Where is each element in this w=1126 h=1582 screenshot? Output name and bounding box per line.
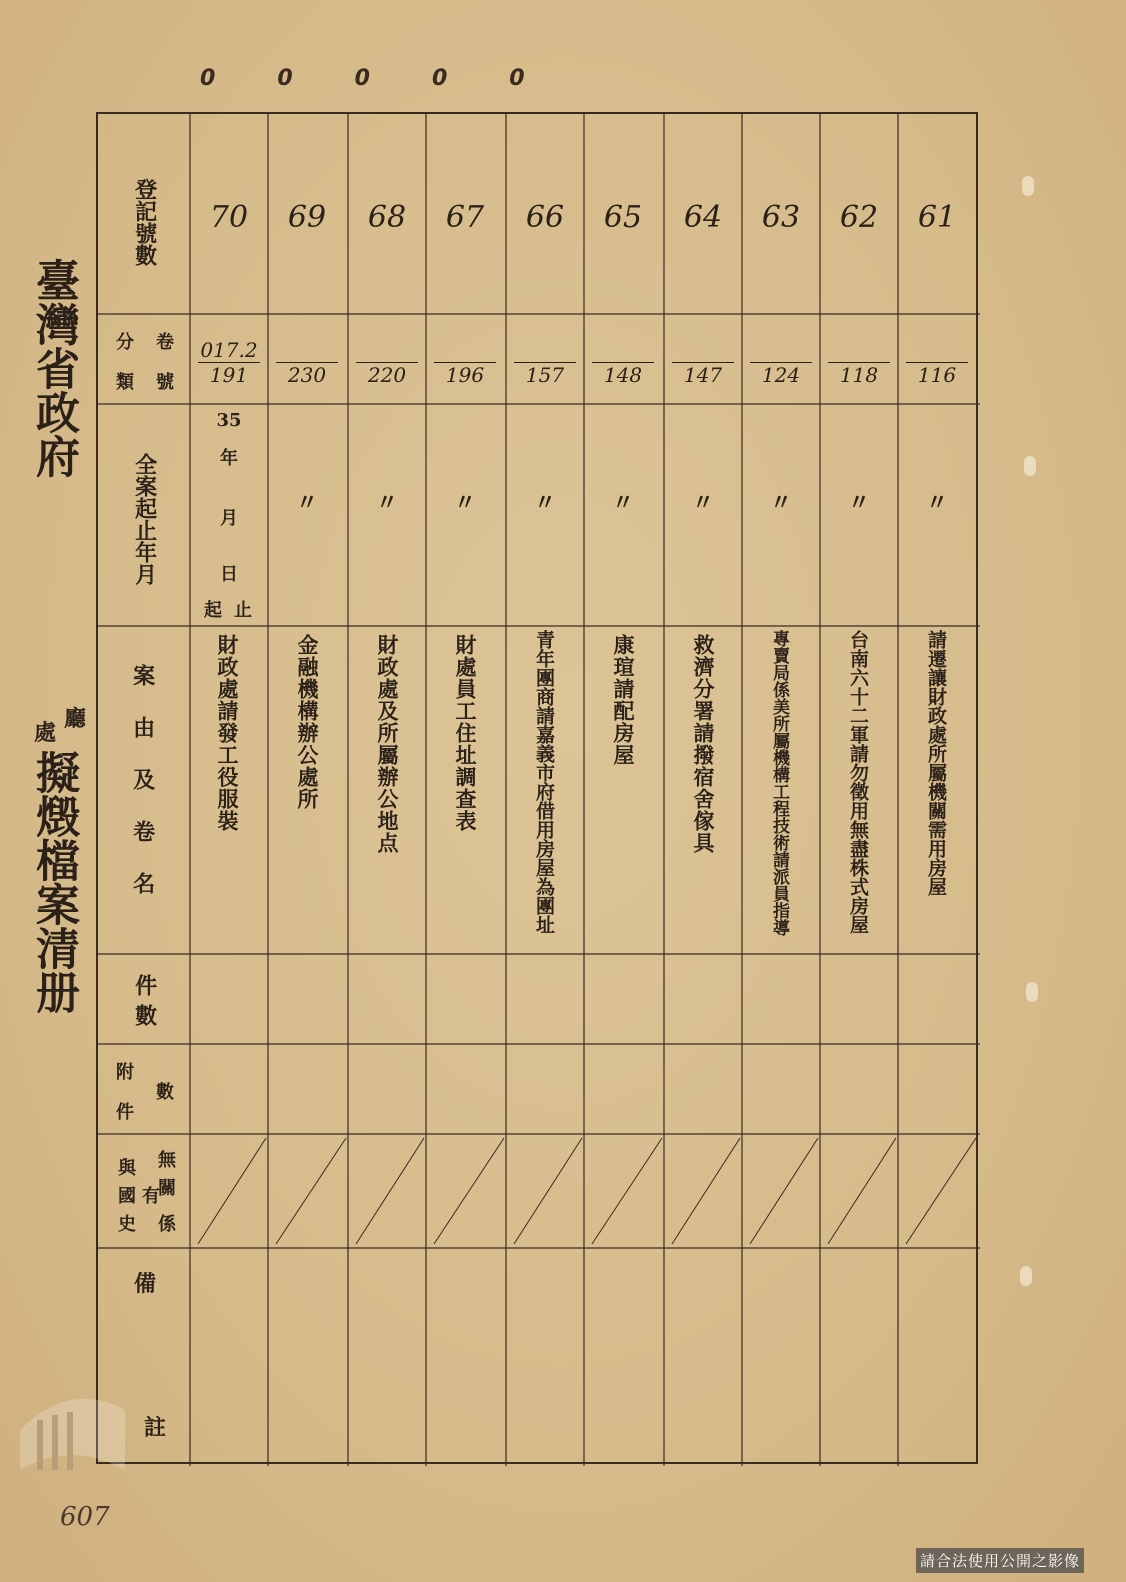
- header-count: 件數: [131, 974, 158, 1034]
- serial-digit: 0: [277, 65, 293, 91]
- serial-digit: 0: [431, 65, 448, 91]
- case-subject: 請遷讓財政處所屬機關需用房屋: [925, 630, 947, 896]
- period-month-char: 月: [220, 508, 238, 529]
- volume-code: 147: [683, 363, 723, 387]
- header-volume-b: 號: [156, 372, 174, 393]
- volume-code: 196: [445, 363, 485, 387]
- period-end-char: 止: [234, 600, 252, 621]
- case-subject: 金融機構辦公處所: [295, 634, 320, 810]
- volume-code: 220: [367, 363, 407, 387]
- reg-number: 67: [445, 200, 485, 235]
- serial-digit: 0: [509, 65, 525, 91]
- period-ditto: 〃: [611, 490, 634, 516]
- period-day-char: 日: [220, 564, 238, 585]
- case-subject: 財政處請發工役服裝: [215, 634, 240, 832]
- volume-code: 157: [525, 363, 565, 387]
- class-volume-number: [584, 362, 662, 387]
- government-title: 臺灣省政府: [28, 258, 79, 478]
- header-hist-g: 史: [118, 1214, 136, 1235]
- class-volume-number: [664, 362, 742, 387]
- period-year-char: 年: [220, 448, 238, 469]
- class-volume-number: [426, 362, 504, 387]
- dept-char-ting: 廳: [64, 706, 87, 732]
- period-ditto: 〃: [847, 490, 870, 516]
- header-class-a: 分: [116, 332, 134, 353]
- header-class-b: 類: [116, 372, 134, 393]
- period-ditto: 〃: [925, 490, 948, 516]
- reg-number: 68: [367, 200, 407, 235]
- class-volume-number: [348, 362, 426, 387]
- reg-number: 65: [603, 200, 643, 235]
- header-remark-b: 註: [144, 1415, 167, 1441]
- reg-number: 62: [839, 200, 879, 235]
- page-number: 607: [60, 1502, 110, 1532]
- header-attach-b: 件: [116, 1102, 134, 1123]
- case-subject: 專賣局係美所屬機構工程技術請派員指導: [769, 630, 789, 936]
- period-start-char: 起: [204, 600, 222, 621]
- header-hist-b: 關: [158, 1178, 176, 1199]
- case-subject: 救濟分署請撥宿舍傢具: [691, 634, 716, 854]
- case-subject: 青年團商請嘉義市府借用房屋為團址: [533, 630, 555, 934]
- volume-code: 230: [287, 363, 327, 387]
- volume-code: 124: [761, 363, 801, 387]
- header-hist-a: 無: [158, 1150, 176, 1171]
- class-volume-number: [820, 362, 898, 387]
- case-subject: 康瑄請配房屋: [611, 634, 636, 766]
- volume-code: 148: [603, 363, 643, 387]
- class-volume-number: [268, 362, 346, 387]
- case-subject: 台南六十二軍請勿徵用無盡株式房屋: [847, 630, 869, 934]
- header-remark-a: 備: [134, 1271, 157, 1297]
- class-volume-number: [190, 338, 268, 387]
- department-label: [20, 692, 86, 752]
- class-volume-number: [742, 362, 820, 387]
- period-ditto: 〃: [453, 490, 476, 516]
- binding-hole: [1026, 982, 1038, 1002]
- case-subject: 財處員工住址調查表: [453, 634, 478, 832]
- binding-hole: [1022, 176, 1034, 196]
- header-subject: 案由及卷名: [129, 664, 156, 924]
- header-period: 全案起止年月: [131, 453, 158, 585]
- case-subject: 財政處及所屬辦公地点: [375, 634, 400, 854]
- archive-watermark-logo: [10, 1370, 130, 1480]
- register-title: 擬燬檔案清册: [28, 750, 79, 1014]
- serial-digit: 0: [200, 65, 216, 91]
- serial-digit: 0: [354, 65, 370, 91]
- period-ditto: 〃: [691, 490, 714, 516]
- header-volume-a: 卷: [156, 332, 174, 353]
- top-serial-stamp: [200, 58, 660, 98]
- period-ditto: 〃: [375, 490, 398, 516]
- volume-code: 116: [917, 363, 957, 387]
- dept-char-chu: 處: [34, 720, 57, 746]
- header-attach-c: 數: [156, 1082, 174, 1103]
- period-ditto: 〃: [295, 490, 318, 516]
- header-registration-number: 登記號數: [131, 178, 158, 266]
- reg-number: 63: [761, 200, 801, 235]
- usage-notice: 請合法使用公開之影像: [916, 1548, 1084, 1573]
- reg-number: 70: [209, 200, 249, 235]
- class-volume-number: [898, 362, 976, 387]
- period-year: 35: [216, 410, 242, 431]
- reg-number: 69: [287, 200, 327, 235]
- reg-number: 66: [525, 200, 565, 235]
- header-hist-c: 有: [142, 1186, 160, 1207]
- class-code: 017.2: [200, 338, 258, 362]
- period-ditto: 〃: [533, 490, 556, 516]
- period-ditto: 〃: [769, 490, 792, 516]
- header-hist-e: 與: [118, 1158, 136, 1179]
- reg-number: 64: [683, 200, 723, 235]
- header-attach-a: 附: [116, 1062, 134, 1083]
- volume-code: 118: [839, 363, 879, 387]
- reg-number: 61: [917, 200, 957, 235]
- volume-code: 191: [209, 363, 249, 387]
- binding-hole: [1024, 456, 1036, 476]
- header-hist-f: 國: [118, 1186, 136, 1207]
- header-hist-d: 係: [158, 1214, 176, 1235]
- record-table: [96, 112, 978, 1464]
- binding-hole: [1020, 1266, 1032, 1286]
- class-volume-number: [506, 362, 584, 387]
